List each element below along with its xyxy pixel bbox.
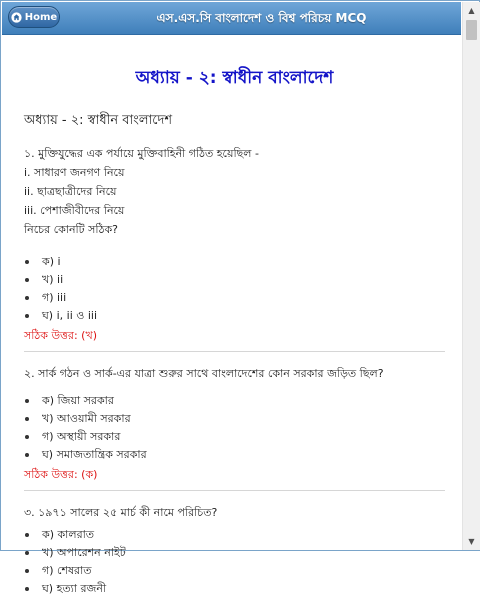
- question-2: [24, 364, 445, 491]
- home-button[interactable]: [8, 6, 60, 28]
- section-heading: অধ্যায় - ২: স্বাধীন বাংলাদেশ: [24, 113, 173, 128]
- statement-item: i. সাধারণ জনগণ নিয়ে: [24, 166, 125, 179]
- main-content: [2, 35, 461, 595]
- option-item: ঘ) i, ii ও iii: [24, 307, 445, 325]
- question-text: ২. সার্ক গঠন ও সার্ক-এর যাত্রা শুরুর সাথে বাংলাদেশের কোন সরকার জড়িত ছিল?: [24, 367, 384, 380]
- option-item: গ) iii: [24, 289, 445, 307]
- option-item: খ) অপারেশন নাইট: [24, 544, 445, 562]
- scrollbar-thumb[interactable]: [466, 20, 477, 40]
- divider: [24, 351, 445, 352]
- home-button-label: Home: [24, 11, 58, 23]
- statement-item: ii. ছাত্রছাত্রীদের নিয়ে: [24, 185, 117, 198]
- question-prompt: নিচের কোনটি সঠিক?: [24, 223, 118, 236]
- option-item: ঘ) সমাজতান্ত্রিক সরকার: [24, 446, 445, 464]
- options-list: [24, 253, 445, 325]
- statement-item: iii. পেশাজীবীদের নিয়ে: [24, 204, 125, 217]
- options-list: [24, 526, 445, 598]
- arrow-down-icon[interactable]: ▼: [468, 537, 475, 546]
- vertical-scrollbar[interactable]: [462, 2, 480, 550]
- option-item: গ) অস্থায়ী সরকার: [24, 428, 445, 446]
- option-item: ক) জিয়া সরকার: [24, 392, 445, 410]
- option-item: খ) ii: [24, 271, 445, 289]
- app-header: [2, 2, 461, 35]
- app-title: এস.এস.সি বাংলাদেশ ও বিশ্ব পরিচয় MCQ: [156, 11, 367, 25]
- question-text: ৩. ১৯৭১ সালের ২৫ মার্চ কী নামে পরিচিত?: [24, 506, 218, 519]
- option-item: গ) শেষরাত: [24, 562, 445, 580]
- option-item: খ) আওয়ামী সরকার: [24, 410, 445, 428]
- divider: [24, 490, 445, 491]
- correct-answer: সঠিক উত্তর: (ক): [24, 468, 98, 481]
- option-item: ক) i: [24, 253, 445, 271]
- option-item: ক) কালরাত: [24, 526, 445, 544]
- option-item: ঘ) হত্যা রজনী: [24, 580, 445, 598]
- chapter-title: অধ্যায় - ২: স্বাধীন বাংলাদেশ: [135, 68, 334, 88]
- question-text: ১. মুক্তিযুদ্ধের এক পর্যায়ে মুক্তিবাহিনী গঠিত হয়েছিল -: [24, 147, 259, 160]
- options-list: [24, 392, 445, 464]
- question-3: [24, 503, 445, 598]
- home-icon: [11, 12, 22, 23]
- question-1: [24, 144, 445, 352]
- arrow-up-icon[interactable]: ▲: [468, 6, 475, 15]
- correct-answer: সঠিক উত্তর: (খ): [24, 329, 97, 342]
